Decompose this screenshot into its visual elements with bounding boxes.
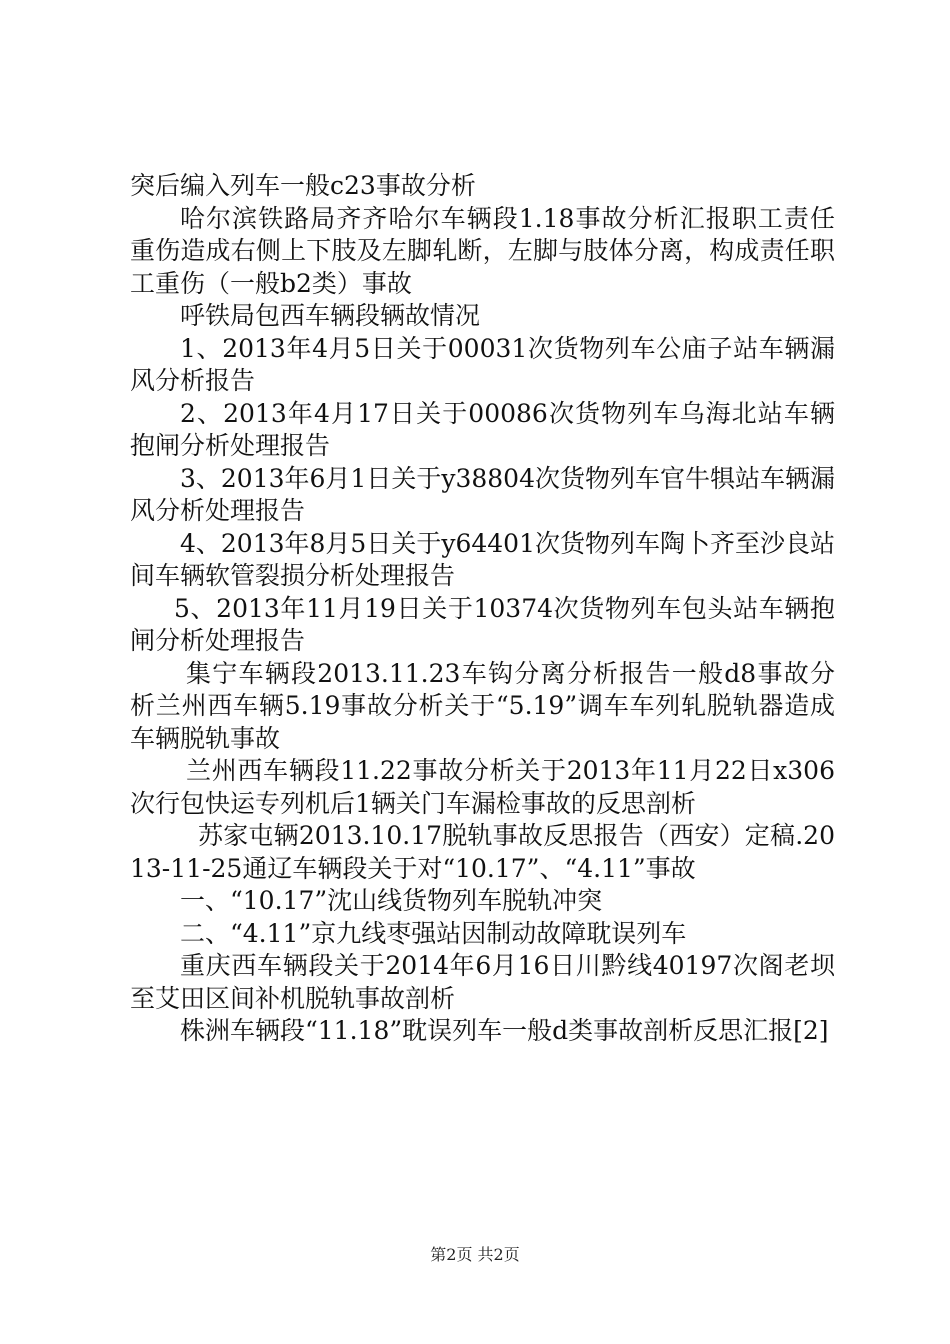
list-item-1: 1、2013年4月5日关于00031次货物列车公庙子站车辆漏风分析报告 [130, 333, 835, 395]
list-item-5: 5、2013年11月19日关于10374次货物列车包头站车辆抱闸分析处理报告 [130, 593, 835, 655]
paragraph-item-two: 二、“4.11”京九线枣强站因制动故障耽误列车 [180, 918, 687, 948]
page-number-footer: 第2页 共2页 [430, 1245, 520, 1264]
list-item-3: 3、2013年6月1日关于y38804次货物列车官牛犋站车辆漏风分析处理报告 [130, 463, 835, 525]
paragraph-3: 呼铁局包西车辆段辆故情况 [180, 301, 481, 330]
paragraph-2: 哈尔滨铁路局齐齐哈尔车辆段1.18事故分析汇报职工责任重伤造成右侧上下肢及左脚轧断，左脚与肢体分离，构成责任职工重伤（一般b2类）事故 [130, 203, 835, 298]
paragraph-chongqing: 重庆西车辆段关于2014年6月16日川黔线40197次阁老坝至艾田区间补机脱轨事故剖析 [130, 951, 835, 1013]
paragraph-jining: 集宁车辆段2013.11.23车钩分离分析报告一般d8事故分析兰州西车辆5.19事故分析关于“5.19”调车车列轧脱轨器造成车辆脱轨事故 [130, 658, 835, 753]
paragraph-lanzhou: 兰州西车辆段11.22事故分析关于2013年11月22日x306次行包快运专列机后1辆关门车漏检事故的反思剖析 [130, 756, 835, 818]
paragraph-sujiatun: 苏家屯辆2013.10.17脱轨事故反思报告（西安）定稿.2013-11-25通辽车辆段关于对“10.17”、“4.11”事故 [130, 821, 835, 883]
list-item-4: 4、2013年8月5日关于y64401次货物列车陶卜齐至沙良站间车辆软管裂损分析处理报告 [130, 528, 835, 590]
list-item-2: 2、2013年4月17日关于00086次货物列车乌海北站车辆抱闸分析处理报告 [130, 398, 835, 460]
paragraph-1: 突后编入列车一般c23事故分析 [130, 171, 476, 200]
document-body [130, 170, 835, 1048]
paragraph-zhuzhou: 株洲车辆段“11.18”耽误列车一般d类事故剖析反思汇报[2] [180, 1016, 829, 1045]
paragraph-item-one: 一、“10.17”沈山线货物列车脱轨冲突 [180, 886, 603, 915]
